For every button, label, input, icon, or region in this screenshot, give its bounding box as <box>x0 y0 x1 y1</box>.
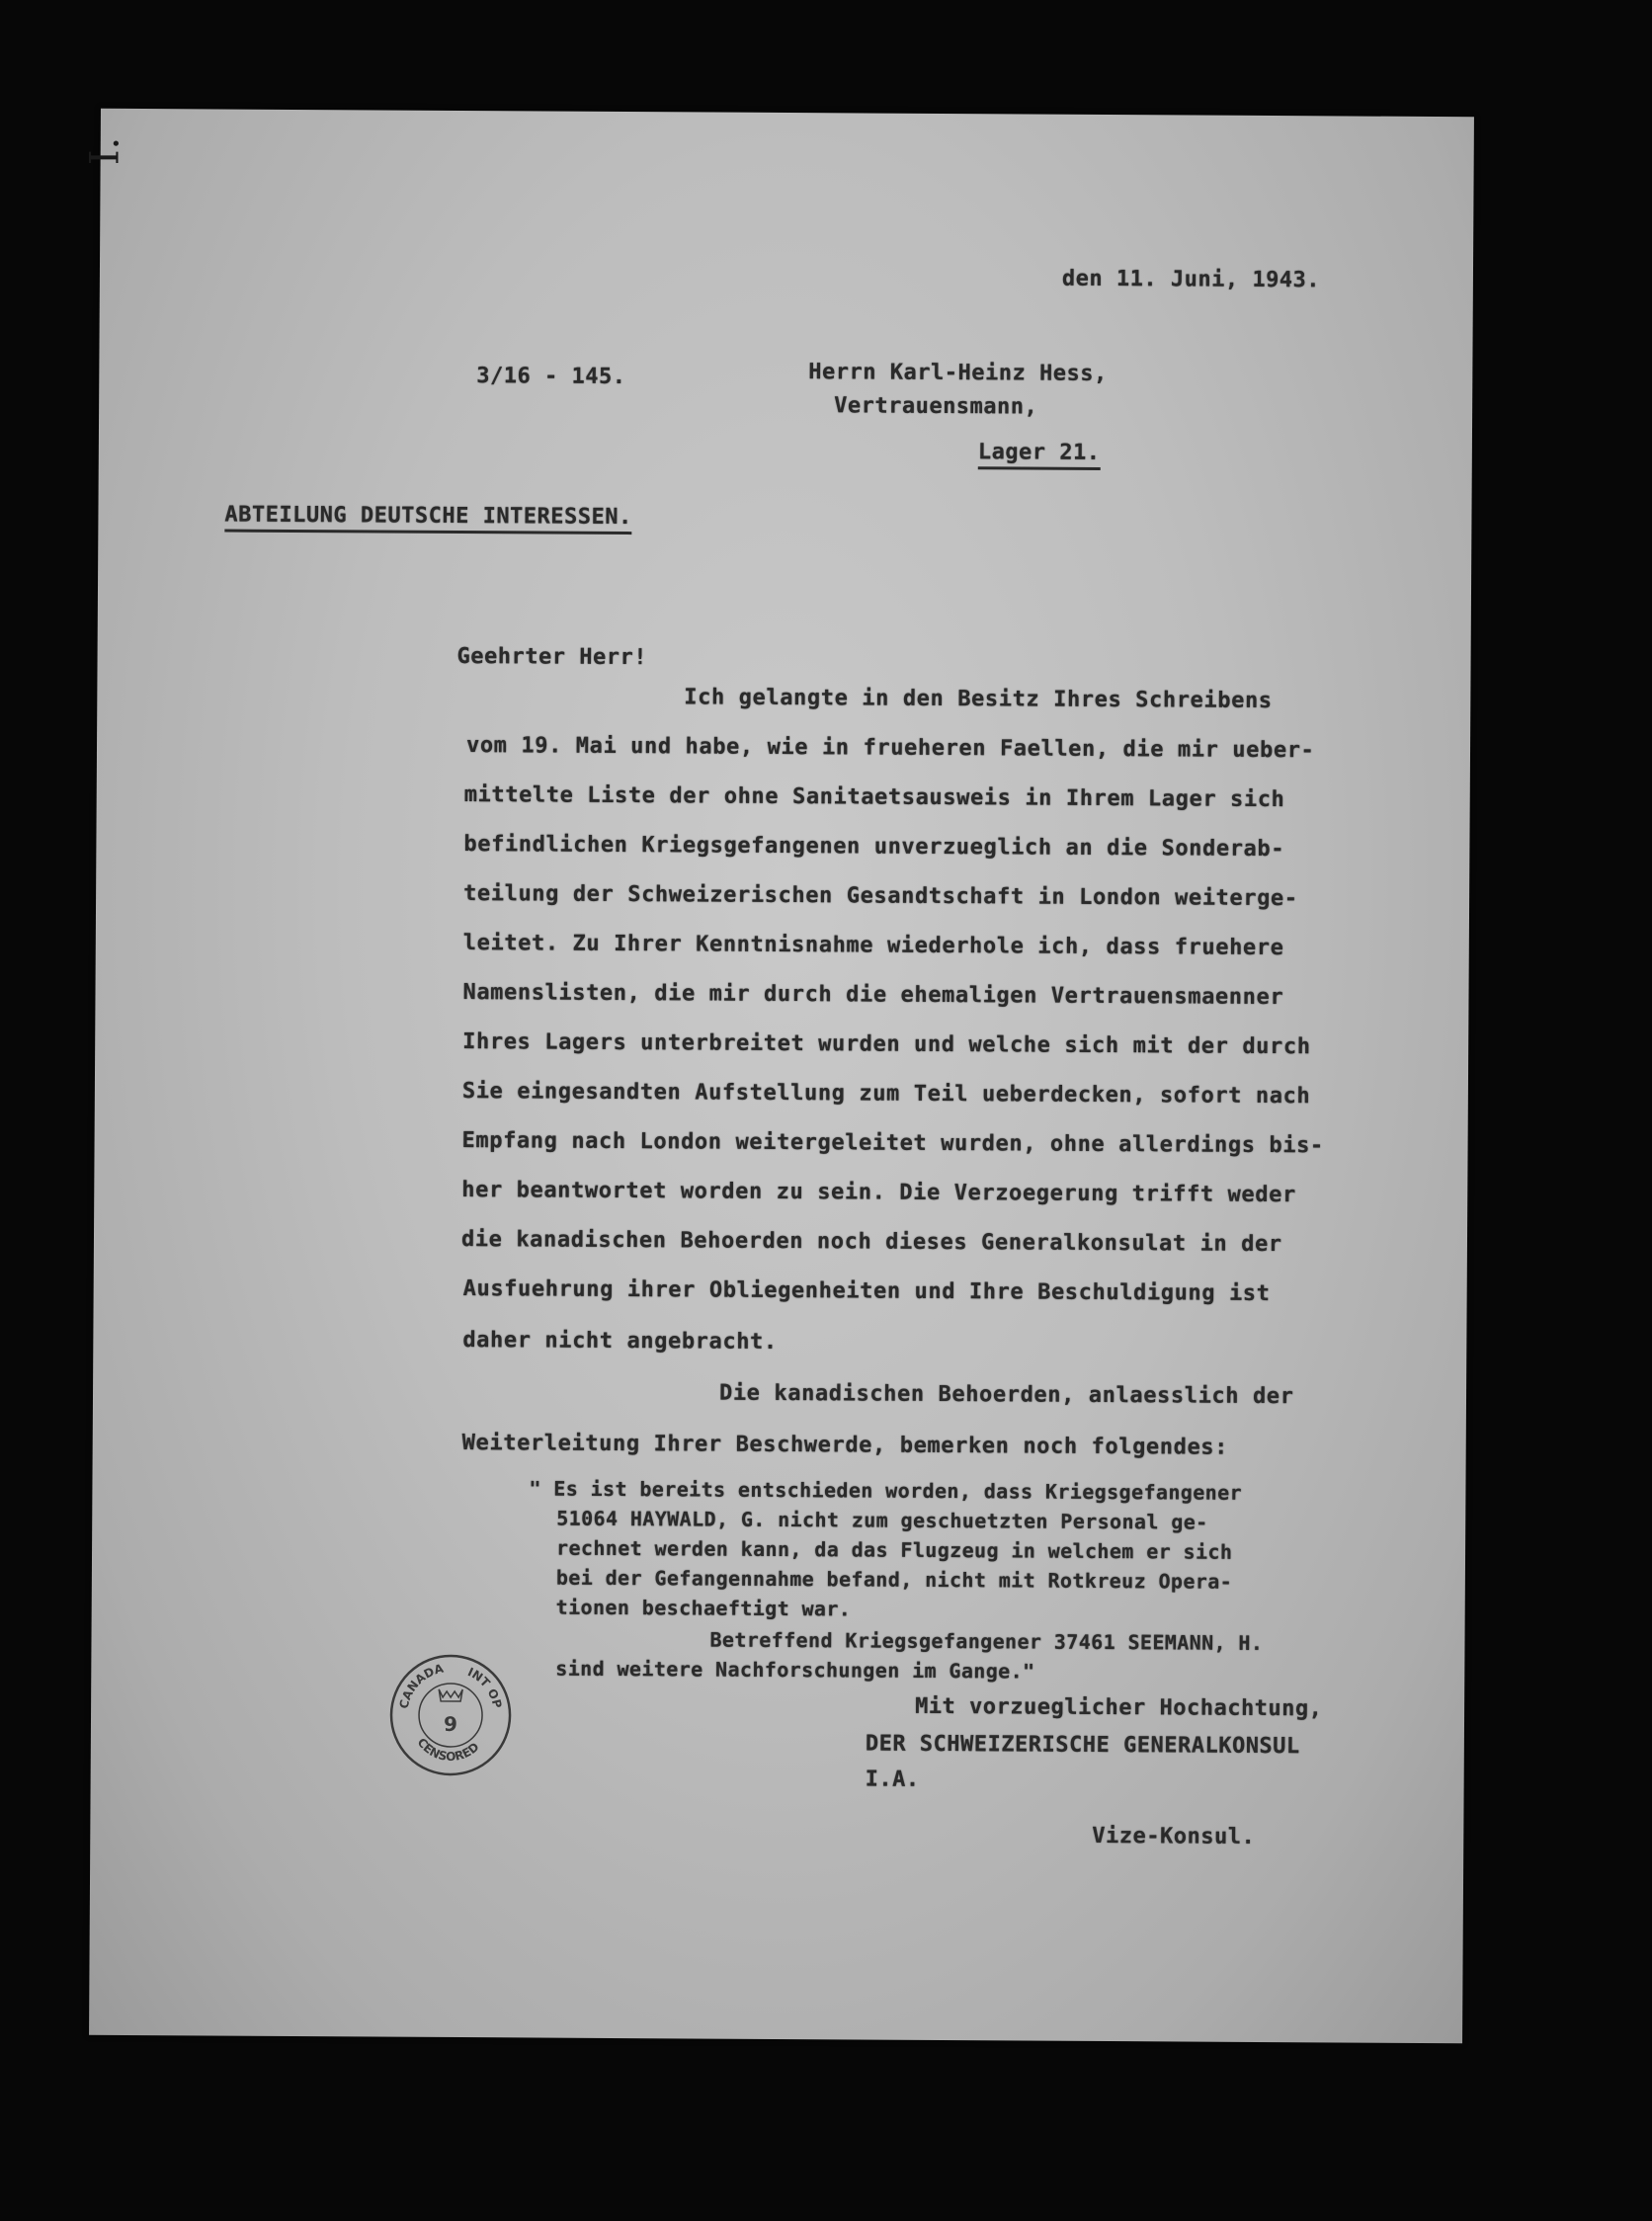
recipient-name: Herrn Karl-Heinz Hess, <box>808 360 1108 387</box>
quote-line: sind weitere Nachforschungen im Gange." <box>555 1656 1035 1684</box>
quote-line: " Es ist bereits entschieden worden, dass Kriegsgefangener <box>529 1476 1243 1505</box>
letter-date: den 11. Juni, 1943. <box>1061 266 1321 293</box>
stamp-text-top: CANADA <box>396 1661 446 1710</box>
department-heading: ABTEILUNG DEUTSCHE INTERESSEN. <box>224 503 632 535</box>
closing-greeting: Mit vorzueglicher Hochachtung, <box>915 1693 1323 1722</box>
body-line: leitet. Zu Ihrer Kenntnisnahme wiederhole ich, dass fruehere <box>462 931 1284 961</box>
body-line: Sie eingesandten Aufstellung zum Teil ueberdecken, sofort nach <box>461 1079 1311 1110</box>
stamp-number: 9 <box>443 1711 458 1737</box>
quote-line: bei der Gefangennahme befand, nicht mit Rotkreuz Opera- <box>555 1565 1233 1594</box>
reference-number: 3/16 - 145. <box>476 364 626 390</box>
censor-stamp <box>387 1652 515 1779</box>
closing-title: Vize-Konsul. <box>1092 1823 1256 1850</box>
recipient-camp: Lager 21. <box>978 440 1101 470</box>
body-line: Ihres Lagers unterbreitet wurden und welche sich mit der durch <box>462 1029 1311 1060</box>
salutation: Geehrter Herr! <box>456 643 648 671</box>
quote-line: Betreffend Kriegsgefangener 37461 SEEMANN, H. <box>709 1627 1264 1655</box>
stamp-text-right: INT OP <box>465 1665 505 1710</box>
body-line: befindlichen Kriegsgefangenen unverzueglich an die Sonderab- <box>463 832 1285 863</box>
body-line: Weiterleitung Ihrer Beschwerde, bemerken noch folgendes: <box>461 1431 1229 1460</box>
letter-page <box>89 109 1474 2043</box>
body-line: Ich gelangte in den Besitz Ihres Schreibens <box>684 685 1273 714</box>
body-line: mittelte Liste der ohne Sanitaetsausweis in Ihrem Lager sich <box>463 782 1285 813</box>
crown-icon <box>439 1689 462 1701</box>
quote-line: rechnet werden kann, da das Flugzeug in welchem er sich <box>556 1535 1233 1564</box>
body-line: Die kanadischen Behoerden, anlaesslich der <box>718 1380 1294 1410</box>
quote-line: tionen beschaeftigt war. <box>555 1595 852 1621</box>
body-line: vom 19. Mai und habe, wie in frueheren Faellen, die mir ueber- <box>465 733 1315 764</box>
body-line: teilung der Schweizerischen Gesandtschaft in London weiterge- <box>463 881 1298 912</box>
body-line: die kanadischen Behoerden noch dieses Generalkonsulat in der <box>460 1227 1282 1258</box>
margin-mark: I. <box>82 136 128 166</box>
recipient-role: Vertrauensmann, <box>834 393 1038 420</box>
stamp-text-bottom: CENSORED <box>414 1735 482 1765</box>
body-line: Ausfuehrung ihrer Obliegenheiten und Ihre Beschuldigung ist <box>462 1276 1271 1307</box>
body-line: daher nicht angebracht. <box>462 1328 778 1355</box>
body-line: her beantwortet worden zu sein. Die Verzoegerung trifft weder <box>461 1178 1296 1208</box>
body-line: Empfang nach London weitergeleitet wurden, ohne allerdings bis- <box>461 1128 1324 1159</box>
quote-line: 51064 HAYWALD, G. nicht zum geschuetzten Personal ge- <box>556 1506 1208 1534</box>
closing-signatory: DER SCHWEIZERISCHE GENERALKONSUL <box>865 1731 1300 1760</box>
body-line: Namenslisten, die mir durch die ehemaligen Vertrauensmaenner <box>462 980 1284 1011</box>
closing-ia: I.A. <box>865 1767 920 1792</box>
